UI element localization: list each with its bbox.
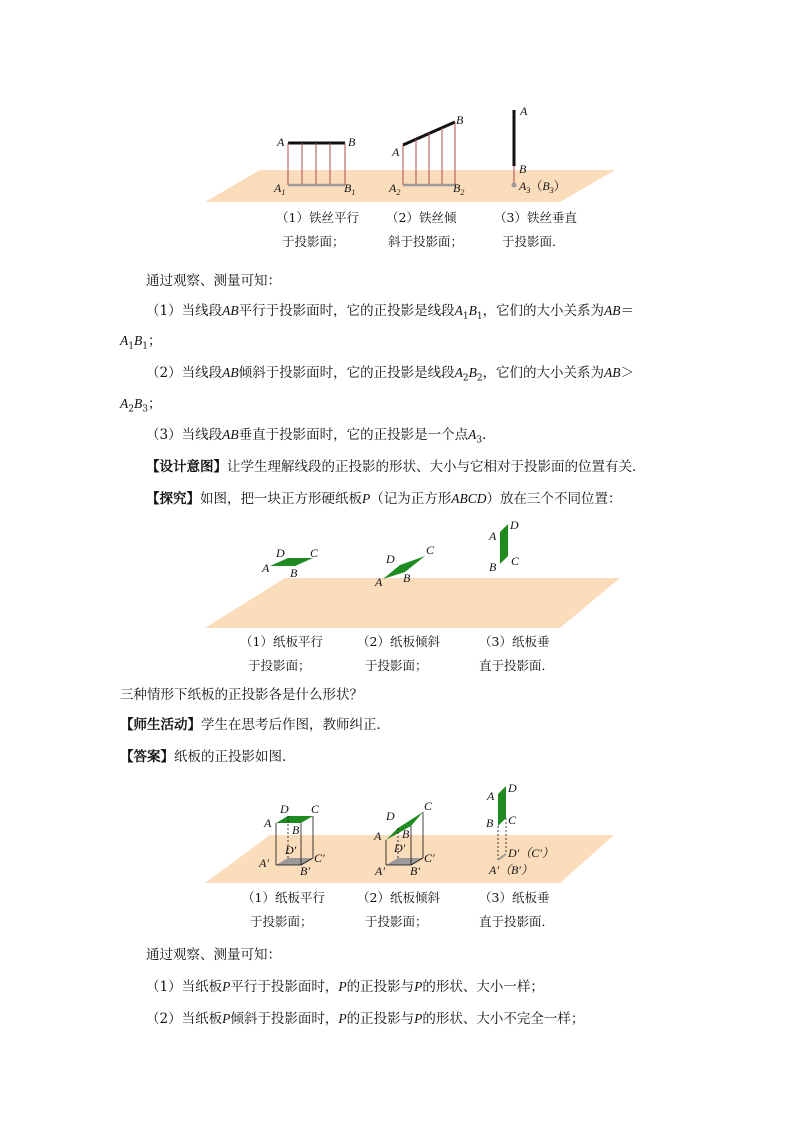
label-a1: $A_1$ [274,181,286,197]
label-a3-b3: $A_3(B_3)$ [519,179,566,195]
figure-wire-projection [0,100,794,260]
point-projection [512,183,517,188]
figure-board-positions [0,518,794,686]
paragraph: $A_2B_3$； [120,396,162,415]
label-b: B [290,566,298,580]
label-a-prime: A′ [259,856,269,870]
paragraph: （2）当纸板P倾斜于投影面时，P的正投影与P的形状、大小不完全一样； [146,1011,585,1027]
caption-2: （2）纸板倾斜 于投影面； [357,634,440,673]
label-c: C [311,802,320,816]
caption-3: （3）铁丝垂直 于投影面． [494,210,577,249]
label-d-prime: D′ [285,843,297,857]
label-a: A [489,529,497,543]
label-d: D [508,781,517,795]
label-b: B [486,816,494,830]
projection-plane [205,578,620,628]
figure-wire-svg [0,100,794,210]
paragraph: 通过观察、测量可知： [146,947,281,963]
paragraph: 通过观察、测量可知： [146,273,281,289]
label-dc-prime: D′（C′） [508,846,554,860]
label-a: A [375,575,383,589]
board-3 [500,524,508,564]
label-c-prime: C′ [424,851,435,865]
label-a: A [262,561,270,575]
label-b-prime: B′ [300,864,310,878]
label-d: D [386,552,395,566]
label-b1: $B_1$ [344,181,356,197]
label-b: B [489,560,497,574]
figure-projection-svg [0,778,794,886]
label-c: C [511,554,520,568]
label-d: D [510,518,519,532]
label-b: B [348,135,356,149]
board-3 [498,786,506,826]
paragraph: 【师生活动】学生在思考后作图，教师纠正． [120,717,390,733]
label-c: C [426,543,435,557]
label-b: B [292,823,300,837]
paragraph: 三种情形下纸板的正投影各是什么形状？ [120,687,363,703]
label-a: A [487,789,495,803]
label-b: B [456,113,464,127]
label-d: D [280,802,289,816]
label-a2: $A_2$ [389,181,401,197]
label-d-prime: D′ [394,841,406,855]
label-d: D [276,546,285,560]
paragraph: （1）当线段AB平行于投影面时，它的正投影是线段$A_1B_1$，它们的大小关系为AB＝ [146,303,635,322]
label-b: B [403,571,411,585]
caption-3: （3）纸板垂 直于投影面． [479,890,555,929]
figure-board-svg [0,518,794,630]
paragraph: 【答案】纸板的正投影如图． [120,749,296,765]
label-b: B [519,162,527,176]
paragraph: （1）当纸板P平行于投影面时，P的正投影与P的形状、大小一样； [146,979,544,995]
label-c: C [424,799,433,813]
caption-2: （2）铁丝倾 斜于投影面； [386,210,464,249]
label-b-prime: B′ [410,864,420,878]
label-b2: $B_2$ [453,181,465,197]
caption-1: （1）纸板平行 于投影面； [242,890,325,929]
label-a: A [520,104,528,118]
caption-3: （3）纸板垂 直于投影面． [479,634,555,673]
label-a: A [264,816,272,830]
paragraph: （2）当线段AB倾斜于投影面时，它的正投影是线段$A_2B_2$，它们的大小关系为AB＞ [146,365,635,384]
label-c: C [508,813,517,827]
label-a: A [277,135,285,149]
label-a-prime: A′ [375,864,385,878]
caption-1: （1）纸板平行 于投影面； [240,634,323,673]
paragraph: 【设计意图】让学生理解线段的正投影的形状、大小与它相对于投影面的位置有关． [146,459,646,475]
paragraph: $A_1B_1$； [120,333,162,352]
label-a: A [392,145,400,159]
label-d: D [386,809,395,823]
figure-board-projection [0,778,794,938]
label-b: B [402,827,410,841]
paragraph: （3）当线段AB垂直于投影面时，它的正投影是一个点$A_3$． [146,427,496,446]
label-a: A [374,829,382,843]
paragraph: 【探究】如图，把一块正方形硬纸板P（记为正方形ABCD）放在三个不同位置： [146,491,622,507]
label-ab-prime: A′（B′） [489,863,533,877]
caption-2: （2）纸板倾斜 于投影面； [357,890,440,929]
label-c: C [310,546,319,560]
label-c-prime: C′ [314,851,325,865]
caption-1: （1）铁丝平行 于投影面； [276,210,359,249]
board-1 [276,816,313,823]
